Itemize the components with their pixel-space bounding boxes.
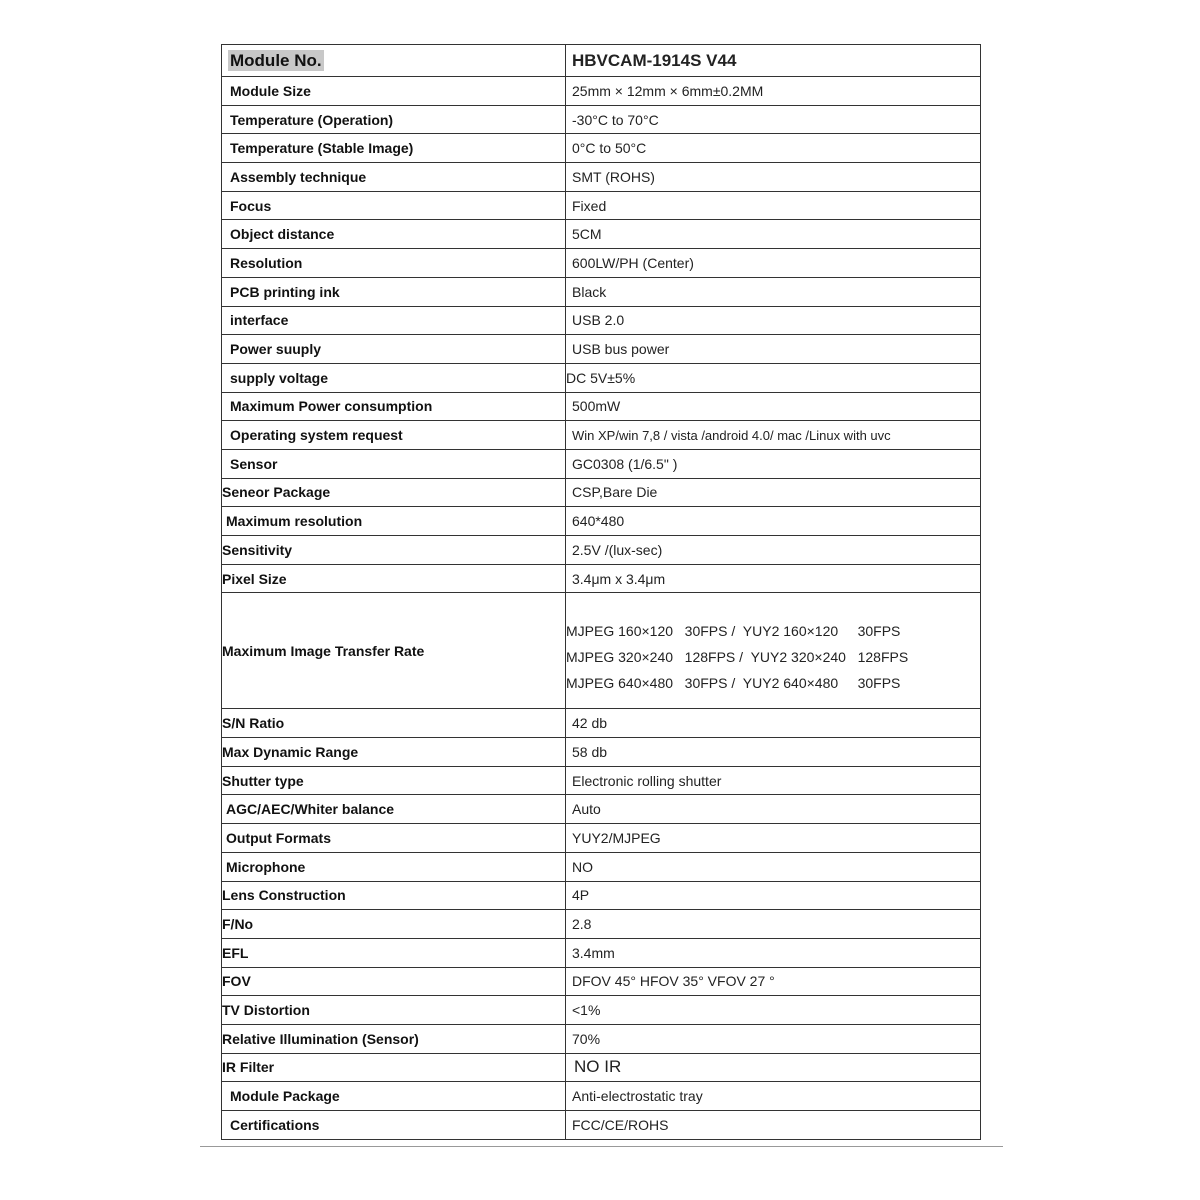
- spec-row: [222, 824, 981, 853]
- spec-row: [222, 363, 981, 392]
- spec-row: [222, 191, 981, 220]
- spec-value: 58 db: [566, 738, 981, 767]
- spec-key: Relative Illumination (Sensor): [222, 1024, 566, 1053]
- spec-table-body: [222, 45, 981, 1140]
- spec-value: Electronic rolling shutter: [566, 766, 981, 795]
- spec-row: [222, 249, 981, 278]
- module-no-value: HBVCAM-1914S V44: [566, 45, 981, 77]
- spec-key: Lens Construction: [222, 881, 566, 910]
- spec-value: 4P: [566, 881, 981, 910]
- spec-row: [222, 852, 981, 881]
- spec-key: Focus: [222, 191, 566, 220]
- spec-value: 25mm × 12mm × 6mm±0.2MM: [566, 77, 981, 106]
- spec-key: FOV: [222, 967, 566, 996]
- spec-value: NO: [566, 852, 981, 881]
- spec-value: 600LW/PH (Center): [566, 249, 981, 278]
- spec-row: [222, 1082, 981, 1111]
- spec-key: Resolution: [222, 249, 566, 278]
- spec-row: [222, 536, 981, 565]
- spec-key: Shutter type: [222, 766, 566, 795]
- spec-key: Maximum Power consumption: [222, 392, 566, 421]
- spec-row: [222, 421, 981, 450]
- spec-key: Sensor: [222, 449, 566, 478]
- transfer-rate-label: Maximum Image Transfer Rate: [222, 593, 566, 709]
- spec-row: [222, 564, 981, 593]
- spec-key: PCB printing ink: [222, 277, 566, 306]
- spec-row: [222, 77, 981, 106]
- spec-row: [222, 277, 981, 306]
- spec-key: Module Size: [222, 77, 566, 106]
- spec-value: Black: [566, 277, 981, 306]
- spec-row: [222, 967, 981, 996]
- spec-row: [222, 938, 981, 967]
- spec-row: [222, 1024, 981, 1053]
- spec-value: -30°C to 70°C: [566, 105, 981, 134]
- transfer-rate-line: MJPEG 160×120 30FPS / YUY2 160×120 30FPS: [566, 622, 901, 639]
- spec-key: Power suuply: [222, 335, 566, 364]
- spec-row: [222, 1053, 981, 1082]
- spec-value: USB 2.0: [566, 306, 981, 335]
- spec-row: [222, 996, 981, 1025]
- spec-key: Microphone: [222, 852, 566, 881]
- spec-value: CSP,Bare Die: [566, 478, 981, 507]
- spec-row: [222, 220, 981, 249]
- spec-key: Output Formats: [222, 824, 566, 853]
- spec-key: Sensitivity: [222, 536, 566, 565]
- spec-value: DFOV 45° HFOV 35° VFOV 27 °: [566, 967, 981, 996]
- spec-key: Module Package: [222, 1082, 566, 1111]
- spec-value: USB bus power: [566, 335, 981, 364]
- spec-key: Pixel Size: [222, 564, 566, 593]
- spec-row: [222, 507, 981, 536]
- spec-key: S/N Ratio: [222, 709, 566, 738]
- spec-row: [222, 478, 981, 507]
- spec-key: Operating system request: [222, 421, 566, 450]
- module-no-label-text: Module No.: [230, 50, 322, 70]
- spec-value: 42 db: [566, 709, 981, 738]
- spec-value: 0°C to 50°C: [566, 134, 981, 163]
- spec-row: [222, 335, 981, 364]
- spec-row: [222, 134, 981, 163]
- header-row: [222, 45, 981, 77]
- transfer-rate-value: [566, 593, 981, 709]
- spec-row: [222, 738, 981, 767]
- spec-value: <1%: [566, 996, 981, 1025]
- spec-value: 3.4μm x 3.4μm: [566, 564, 981, 593]
- spec-value: GC0308 (1/6.5" ): [566, 449, 981, 478]
- transfer-rate-line: MJPEG 640×480 30FPS / YUY2 640×480 30FPS: [566, 674, 901, 691]
- spec-key: TV Distortion: [222, 996, 566, 1025]
- transfer-rate-row: [222, 593, 981, 709]
- spec-value: 70%: [566, 1024, 981, 1053]
- spec-key: F/No: [222, 910, 566, 939]
- spec-key: Certifications: [222, 1111, 566, 1140]
- spec-row: [222, 881, 981, 910]
- spec-key: Temperature (Stable Image): [222, 134, 566, 163]
- spec-row: [222, 766, 981, 795]
- spec-key: Seneor Package: [222, 478, 566, 507]
- spec-value: Anti-electrostatic tray: [566, 1082, 981, 1111]
- footer-rule: [200, 1146, 1003, 1147]
- spec-row: [222, 1111, 981, 1140]
- spec-table: [221, 44, 981, 1140]
- spec-key: Assembly technique: [222, 163, 566, 192]
- spec-value: 5CM: [566, 220, 981, 249]
- spec-row: [222, 163, 981, 192]
- spec-value: NO IR: [566, 1053, 981, 1082]
- spec-value: 2.5V /(lux-sec): [566, 536, 981, 565]
- spec-value: Win XP/win 7,8 / vista /android 4.0/ mac /Linux with uvc: [566, 421, 981, 450]
- spec-key: AGC/AEC/Whiter balance: [222, 795, 566, 824]
- spec-key: Maximum resolution: [222, 507, 566, 536]
- spec-key: EFL: [222, 938, 566, 967]
- spec-row: [222, 306, 981, 335]
- spec-value: Auto: [566, 795, 981, 824]
- spec-key: supply voltage: [222, 363, 566, 392]
- spec-key: interface: [222, 306, 566, 335]
- spec-value: Fixed: [566, 191, 981, 220]
- module-no-label: [222, 45, 566, 77]
- spec-row: [222, 105, 981, 134]
- spec-value: FCC/CE/ROHS: [566, 1111, 981, 1140]
- spec-row: [222, 709, 981, 738]
- spec-value: 2.8: [566, 910, 981, 939]
- spec-key: IR Filter: [222, 1053, 566, 1082]
- spec-value: SMT (ROHS): [566, 163, 981, 192]
- spec-value: 640*480: [566, 507, 981, 536]
- spec-key: Object distance: [222, 220, 566, 249]
- transfer-rate-line: MJPEG 320×240 128FPS / YUY2 320×240 128FPS: [566, 648, 909, 665]
- spec-key: Max Dynamic Range: [222, 738, 566, 767]
- spec-row: [222, 392, 981, 421]
- spec-value: DC 5V±5%: [566, 363, 981, 392]
- spec-key: Temperature (Operation): [222, 105, 566, 134]
- spec-value: 500mW: [566, 392, 981, 421]
- spec-row: [222, 449, 981, 478]
- spec-value: YUY2/MJPEG: [566, 824, 981, 853]
- spec-row: [222, 910, 981, 939]
- spec-value: 3.4mm: [566, 938, 981, 967]
- spec-row: [222, 795, 981, 824]
